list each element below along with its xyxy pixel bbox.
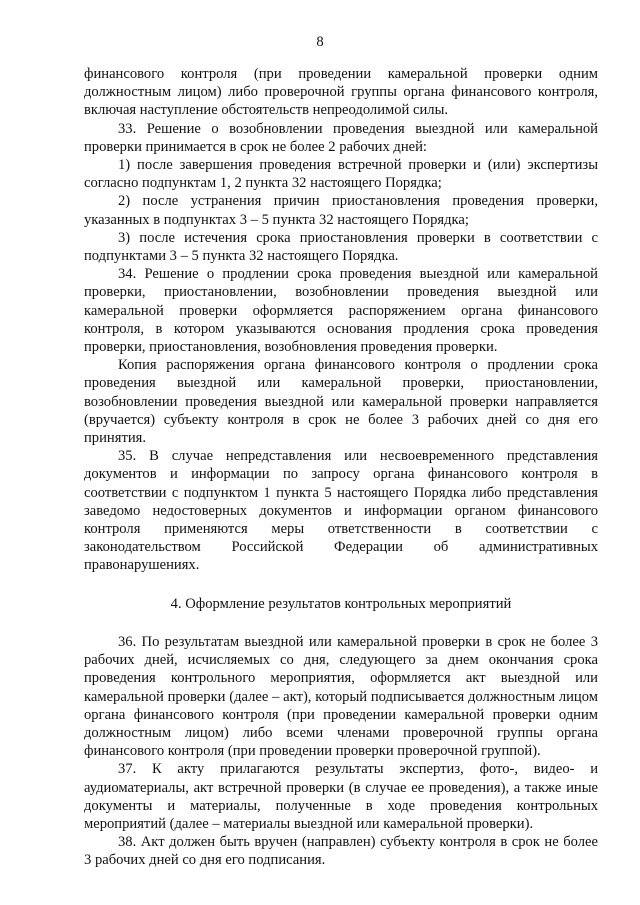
paragraph-36: 36. По результатам выездной или камеральной проверки в срок не более 3 рабочих дней, исчисляемых со дня, следующего за днем окончания срока проведения контрольного мероприятия, оформляется акт выездной или камеральной проверки (далее – акт), который подписывается должностным лицом органа финансового контроля (при проведении камеральной проверки одним должностным лицом) либо всеми членами проверочной группы органа финансового контроля (при проведении проверки проверочной группой). (84, 633, 598, 760)
paragraph-34: 34. Решение о продлении срока проведения выездной или камеральной проверки, приостановлении, возобновлении проведения выездной или камеральной проверки оформляется распоряжением органа финансового контроля, в котором указываются основания продления срока проведения проверки, приостановления, возобновления проведения проверки. (84, 266, 598, 356)
subitem-33-3: 3) после истечения срока приостановления проверки в соответствии с подпунктами 3 – 5 пункта 32 настоящего Порядка. (84, 229, 598, 265)
subitem-33-1: 1) после завершения проведения встречной проверки и (или) экспертизы согласно подпунктам 1, 2 пункта 32 настоящего Порядка; (84, 157, 598, 192)
paragraph-37: 37. К акту прилагаются результаты экспертиз, фото-, видео- и аудиоматериалы, акт встречной проверки (в случае ее проведения), а также иные документы и материалы, полученные в ходе проведения контрольных мероприятий (далее – материалы выездной или камеральной проверки). (84, 761, 598, 832)
section-heading: 4. Оформление результатов контрольных мероприятий (170, 595, 512, 612)
paragraph-35: 35. В случае непредставления или несвоевременного представления документов и информации по запросу органа финансового контроля в соответствии с подпунктом 1 пункта 5 настоящего Порядка либо представления заведомо недостоверных документов и информации органом финансового контроля применяются меры ответственности в соответствии с законодательством Российской Федерации об административных правонарушениях. (84, 448, 598, 574)
page-number: 8 (316, 34, 324, 50)
paragraph-38: 38. Акт должен быть вручен (направлен) субъекту контроля в срок не более 3 рабочих дней со дня его подписания. (84, 834, 598, 869)
document-body (84, 65, 598, 870)
subitem-33-2: 2) после устранения причин приостановления проведения проверки, указанных в подпунктах 3 – 5 пункта 32 настоящего Порядка; (84, 193, 598, 228)
paragraph-continuation: финансового контроля (при проведении камеральной проверки одним должностным лицом) либо проверочной группы органа финансового контроля, включая наступление обстоятельств непреодолимой силы. (84, 66, 598, 119)
paragraph-34-copy: Копия распоряжения органа финансового контроля о продлении срока проведения выездной или камеральной проверки, приостановлении, возобновлении проведения выездной или камеральной проверки направляется (вручается) субъекту контроля в срок не более 3 рабочих дней со дня его принятия. (84, 357, 598, 447)
paragraph-33: 33. Решение о возобновлении проведения выездной или камеральной проверки принимается в срок не более 2 рабочих дней: (84, 120, 598, 155)
